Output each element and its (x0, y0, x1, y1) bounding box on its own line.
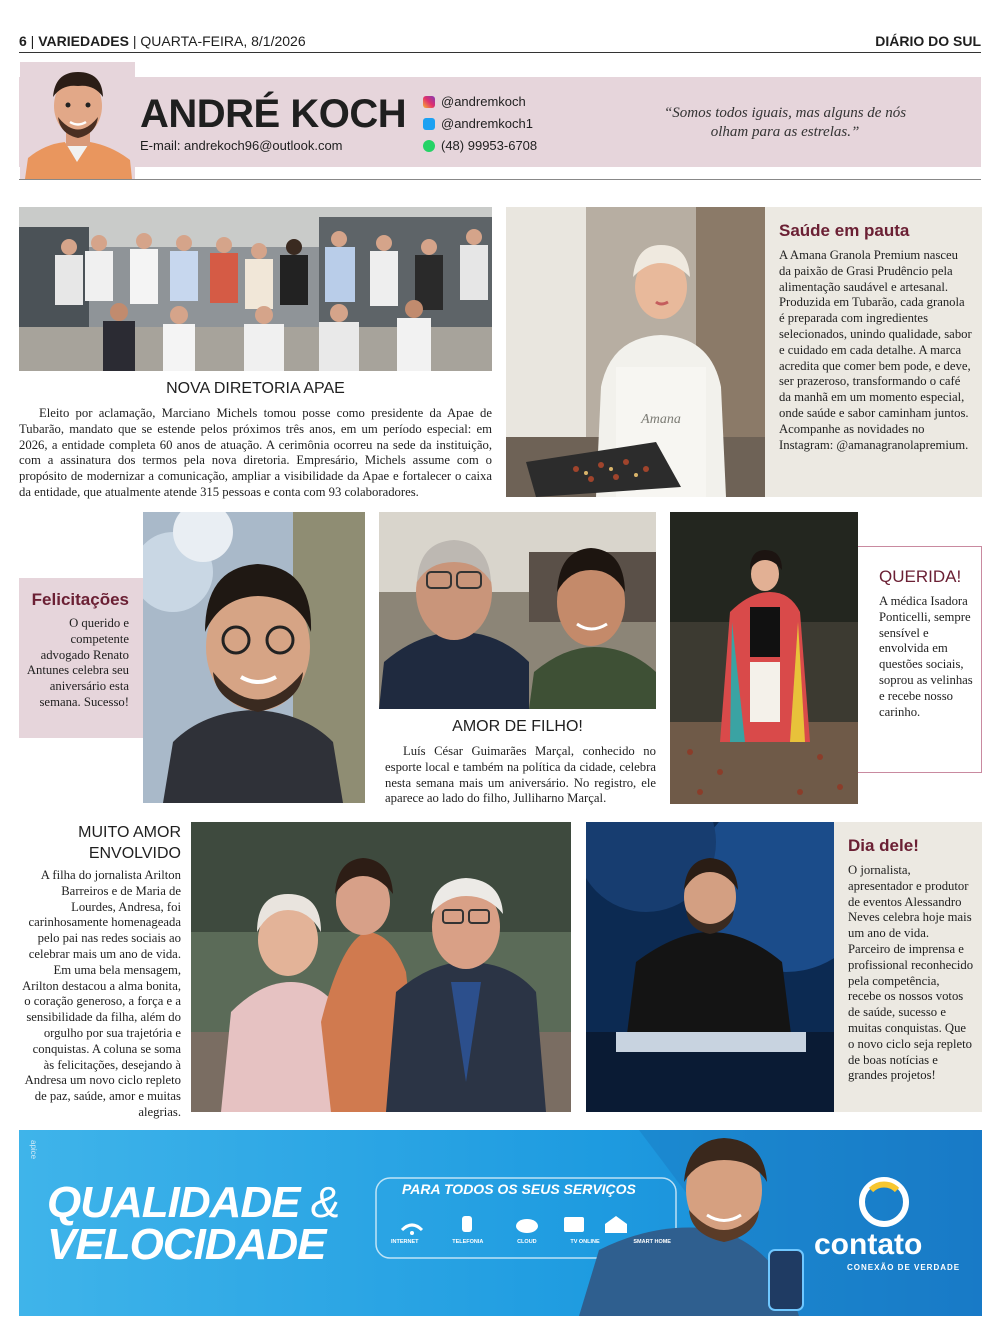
alessandro-photo (586, 822, 834, 1112)
isadora-photo (670, 512, 858, 804)
barreiros-family-photo (191, 822, 571, 1112)
ad-brand-sub: CONEXÃO DE VERDADE (847, 1263, 961, 1272)
felicitacoes-title: Felicitações (31, 590, 129, 609)
section-name: VARIEDADES (38, 33, 129, 49)
ad-ampersand: & (310, 1178, 340, 1227)
columnist-name: ANDRÉ KOCH (140, 92, 407, 136)
columnist-avatar (20, 62, 135, 179)
ad-headline (47, 1178, 340, 1269)
service-tv-online: TV ONLINE (570, 1239, 600, 1245)
saude-title: Saúde em pauta (779, 221, 910, 240)
service-internet: INTERNET (391, 1239, 419, 1245)
ad-headline-line1 (47, 1178, 340, 1227)
muito-amor-title (19, 822, 181, 864)
newspaper-name: DIÁRIO DO SUL (875, 33, 981, 49)
header-divider (19, 179, 981, 180)
apae-group-photo (19, 207, 492, 371)
twitter-icon (423, 118, 435, 130)
amor-filho-body: Luís César Guimarães Marçal, conhecido no esporte local e também na política da cidade, celebra nesta semana mais um aniversário. No registro, ele aparece ao lado do filho, Julliharno Marçal. (385, 744, 656, 806)
ad-services (391, 1239, 671, 1245)
muito-amor-title-line2: ENVOLVIDO (88, 845, 181, 862)
page-header-bar (19, 30, 981, 53)
querida-title: QUERIDA! (879, 567, 962, 586)
instagram-handle: @andremkoch (441, 94, 526, 109)
dia-dele-body: O jornalista, apresentador e produtor de eventos Alessandro Neves celebra hoje mais um ano de vida. Parceiro de imprensa e profissional reconhecido pela competência, recebe os nossos votos de saúde, sucesso e muitas conquistas. Que o novo ciclo seja repleto de boas notícias e grandes projetos! (848, 863, 974, 1083)
querida-body: A médica Isadora Ponticelli, sempre sensível e envolvida em questões sociais, soprou as velinhas e recebe nosso carinho. (879, 594, 973, 719)
whatsapp-icon (423, 140, 435, 152)
page-number: 6 (19, 33, 27, 49)
twitter-handle: @andremkoch1 (441, 116, 533, 131)
instagram-icon (423, 96, 435, 108)
muito-amor-title-line1: MUITO AMOR (78, 824, 181, 841)
ad-headline-word1: QUALIDADE (47, 1178, 300, 1227)
ad-tagline: PARA TODOS OS SEUS SERVIÇOS (402, 1181, 636, 1197)
muito-amor-body: A filha do jornalista Arilton Barreiros e de Maria de Lourdes, Andresa, foi carinhosamente homenageada pelo pai nas redes sociais ao celebrar mais um ano de vida. Em uma bela mensagem, Arilton destacou a alma bonita, o coração generoso, a força e a sensibilidade da filha, além do orgulho por sua trajetória e conquistas. A coluna se soma às felicitações, desejando à Andresa um novo ciclo repleto de paz, saúde, amor e muitas alegrias. (22, 868, 181, 1119)
apron-text: Amana (641, 412, 681, 427)
whatsapp-number: (48) 99953-6708 (441, 138, 538, 153)
felicitacoes-body: O querido e competente advogado Renato Antunes celebra seu aniversário esta semana. Sucesso! (26, 616, 129, 709)
ad-headline-word2: VELOCIDADE (47, 1220, 326, 1269)
ad-brand: contato (814, 1228, 923, 1261)
amor-filho-title: AMOR DE FILHO! (452, 718, 583, 735)
renato-photo (143, 512, 365, 803)
page-header-left: 6 | VARIEDADES | QUARTA-FEIRA, 8/1/2026 (19, 33, 306, 49)
amana-photo (506, 207, 765, 497)
dia-dele-title: Dia dele! (848, 836, 919, 855)
apae-title: NOVA DIRETORIA APAE (166, 380, 345, 397)
instagram-contact[interactable] (423, 94, 526, 109)
edition-date: QUARTA-FEIRA, 8/1/2026 (140, 33, 306, 49)
saude-body: A Amana Granola Premium nasceu da paixão de Grasi Prudêncio pela alimentação saudável e artesanal. Produzida em Tubarão, cada granola é preparada com ingredientes selecionados, unindo qualidade, sabor e cuidado em cada detalhe. A marca acredita que comer bem pode, e deve, ser prazeroso, transformando o café da manhã em um momento especial, onde saúde e sabor caminham juntos. Acompanhe as novidades no Instagram: @amanagranolapremium. (779, 248, 972, 452)
ad-agency-credit: apice (29, 1140, 38, 1160)
twitter-contact[interactable] (423, 116, 533, 131)
columnist-email[interactable]: E-mail: andrekoch96@outlook.com (140, 138, 343, 153)
service-smart-home: SMART HOME (633, 1239, 671, 1245)
marcal-photo (379, 512, 656, 709)
service-telefonia: TELEFONIA (452, 1239, 484, 1245)
columnist-quote: “Somos todos iguais, mas alguns de nós olham para as estrelas.” (663, 105, 907, 140)
contato-advertisement[interactable] (19, 1130, 982, 1316)
apae-body: Eleito por aclamação, Marciano Michels tomou posse como presidente da Apae de Tubarão, mandato que se estende pelos próximos três anos, em um período especial: em 2026, a entidade completa 60 anos de atuação. A cerimônia ocorreu na sede da instituição, com a assinatura dos termos pela nova diretoria. Empresário, Michels assume com o propósito de modernizar a comunicação, ampliar a visibilidade da Apae e fortalecer o caixa da entidade, que atualmente atende 315 pessoas e conta com 93 colaboradores. (19, 406, 492, 499)
service-cloud: CLOUD (517, 1239, 537, 1245)
whatsapp-contact[interactable] (423, 138, 537, 153)
